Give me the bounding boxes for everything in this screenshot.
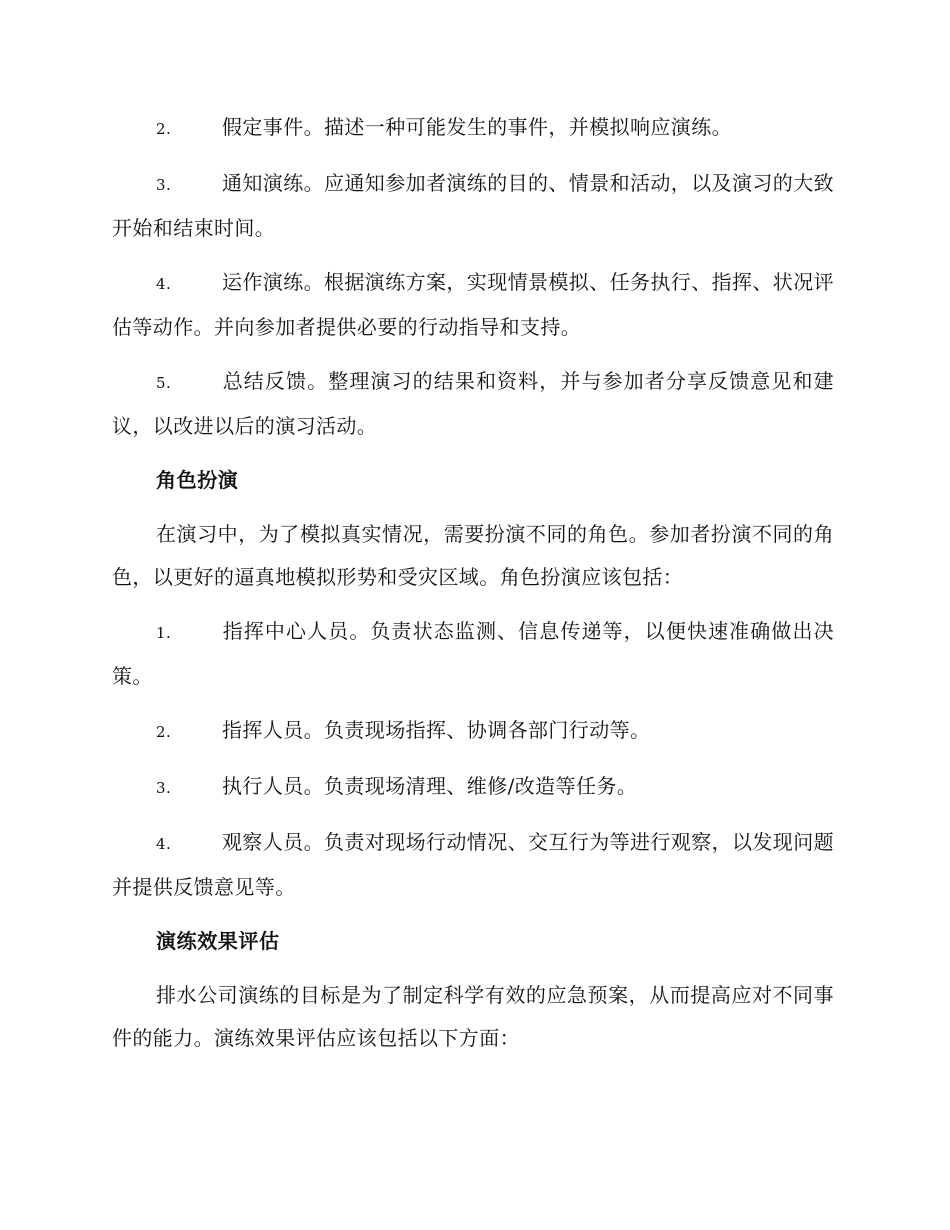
- list-item: [112, 106, 834, 151]
- list-item: [112, 162, 834, 250]
- list-text: 运作演练。根据演练方案，实现情景模拟、任务执行、指挥、状况评估等动作。并向参加者提供必要的行动指导和支持。: [112, 270, 834, 339]
- list-number: 3.: [156, 176, 172, 194]
- section-intro-paragraph: 排水公司演练的目标是为了制定科学有效的应急预案，从而提高应对不同事件的能力。演练效果评估应该包括以下方面：: [112, 983, 834, 1050]
- list-item: [112, 709, 834, 754]
- list-text: 指挥中心人员。负责状态监测、信息传递等，以便快速准确做出决策。: [112, 619, 834, 688]
- list-number: 1.: [156, 624, 172, 642]
- list-number: 4.: [156, 275, 172, 293]
- list-number: 2.: [156, 723, 172, 741]
- list-number: 2.: [156, 120, 172, 138]
- list-item: [112, 610, 834, 698]
- section-heading-role-play: 角色扮演: [156, 468, 239, 492]
- list-text: 指挥人员。负责现场指挥、协调各部门行动等。: [222, 718, 651, 742]
- list-text: 通知演练。应通知参加者演练的目的、情景和活动，以及演习的大致开始和结束时间。: [112, 171, 834, 240]
- list-text: 执行人员。负责现场清理、维修/改造等任务。: [222, 774, 638, 798]
- list-item: [112, 261, 834, 349]
- list-text: 总结反馈。整理演习的结果和资料，并与参加者分享反馈意见和建议，以改进以后的演习活动。: [112, 369, 834, 438]
- list-item: [112, 821, 834, 909]
- list-item: [112, 765, 834, 810]
- list-text: 观察人员。负责对现场行动情况、交互行为等进行观察，以发现问题并提供反馈意见等。: [112, 830, 834, 899]
- page-content: [112, 106, 834, 1071]
- list-number: 5.: [156, 374, 172, 392]
- list-number: 3.: [156, 779, 172, 797]
- section-heading-evaluation: 演练效果评估: [156, 929, 280, 953]
- list-item: [112, 360, 834, 448]
- section-intro-paragraph: 在演习中，为了模拟真实情况，需要扮演不同的角色。参加者扮演不同的角色，以更好的逼真地模拟形势和受灾区域。角色扮演应该包括：: [112, 522, 834, 589]
- list-number: 4.: [156, 835, 172, 853]
- list-text: 假定事件。描述一种可能发生的事件，并模拟响应演练。: [222, 115, 732, 139]
